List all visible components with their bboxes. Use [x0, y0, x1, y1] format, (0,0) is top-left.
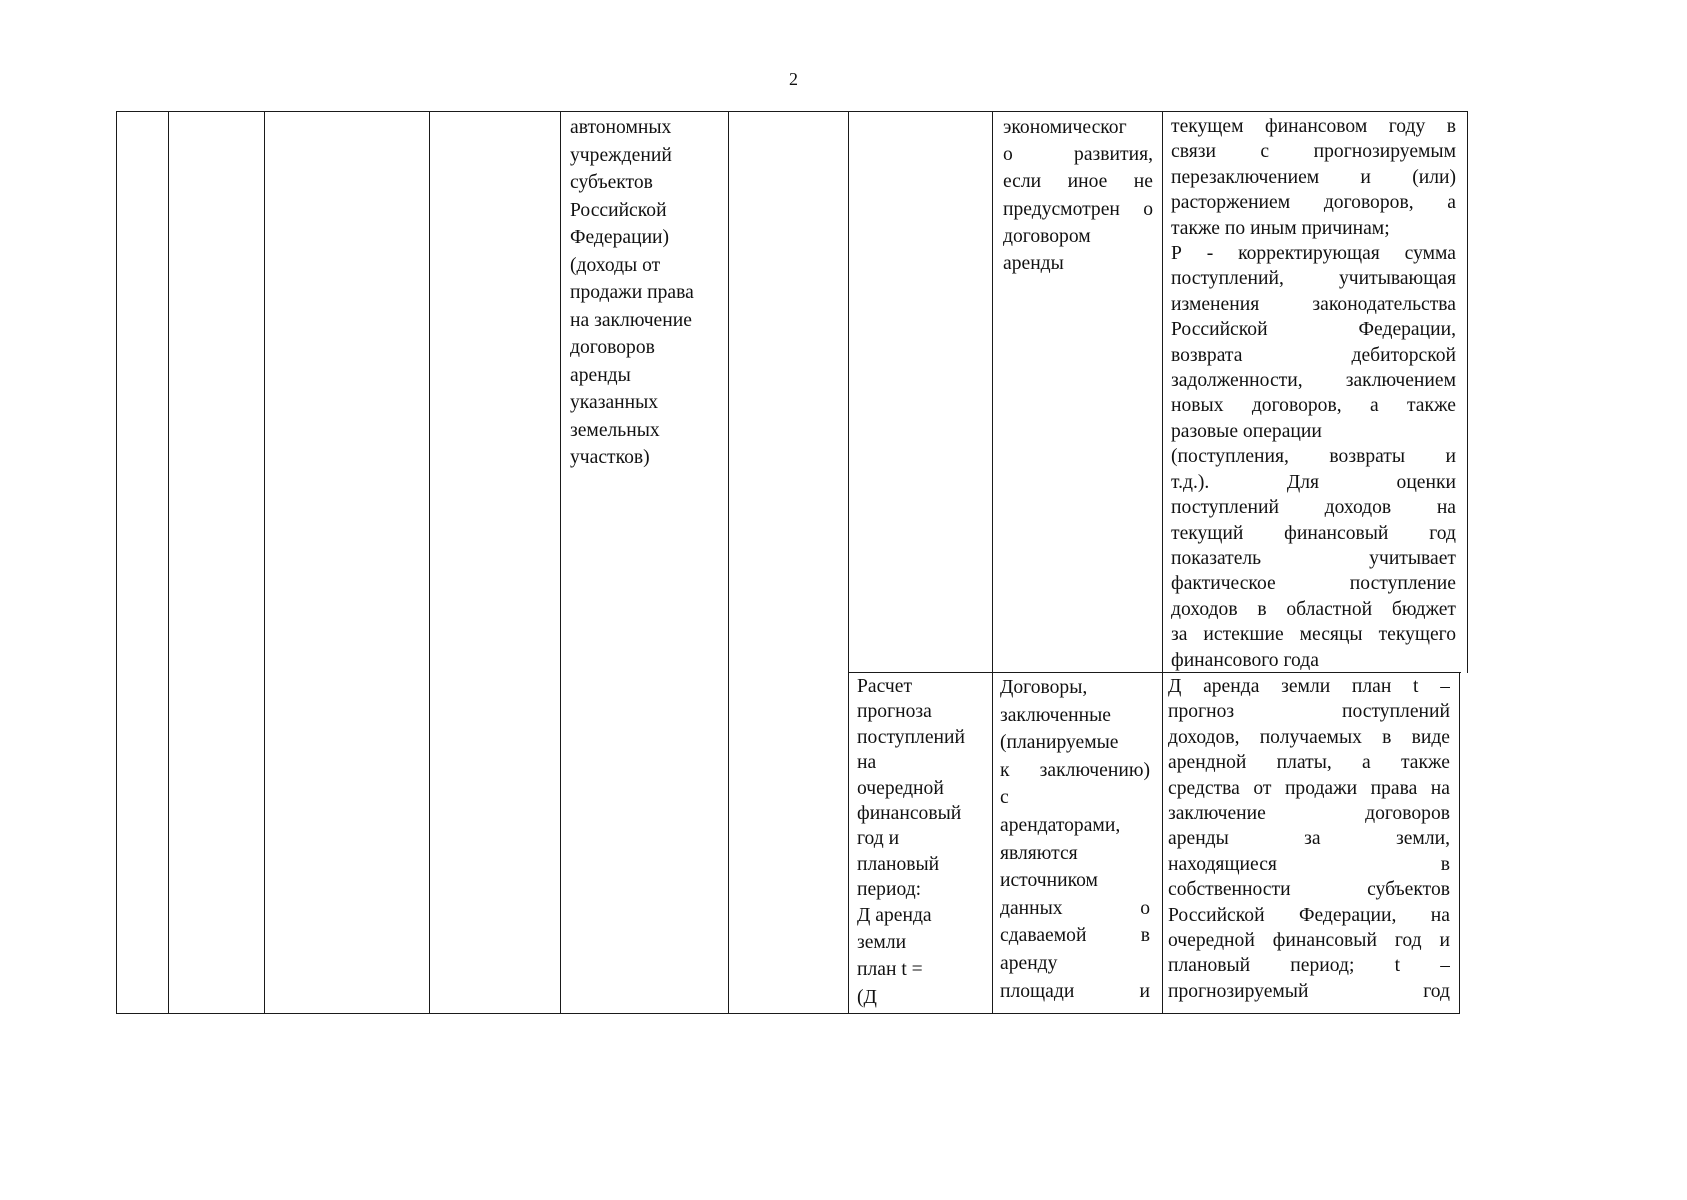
- text-line: договором: [1003, 225, 1091, 247]
- text-line: средства от продажи права на: [1168, 777, 1450, 799]
- text-line: площади и: [1000, 980, 1150, 1002]
- text-line: сдаваемой в: [1000, 925, 1150, 947]
- text-line: предусмотрен о: [1003, 198, 1153, 220]
- text-line: (поступления, возвраты и: [1171, 446, 1456, 468]
- text-line: субъектов: [570, 172, 653, 193]
- col-border-3: [264, 111, 265, 1014]
- col-border-1: [116, 111, 117, 1014]
- table-bottom-border: [116, 1013, 1460, 1014]
- col-border-5: [560, 111, 561, 1014]
- col8-top-cell: [1003, 114, 1153, 277]
- text-line: Договоры,: [1000, 677, 1088, 698]
- text-line: возврата дебиторской: [1171, 344, 1456, 366]
- text-line: учреждений: [570, 144, 672, 166]
- text-line: показатель учитывает: [1171, 547, 1456, 569]
- text-line: Р - корректирующая сумма: [1171, 243, 1456, 265]
- col5-cell: [570, 114, 725, 472]
- text-line: арендаторами,: [1000, 814, 1121, 836]
- text-line: Д аренда земли план t –: [1168, 676, 1450, 697]
- text-line: арендной платы, а также: [1168, 752, 1450, 774]
- text-line: данных о: [1000, 897, 1150, 919]
- col-border-7: [848, 111, 849, 1014]
- text-line: договоров: [570, 337, 655, 358]
- text-line: находящиеся в: [1168, 853, 1450, 875]
- col9-top-cell: [1171, 114, 1456, 673]
- text-line: т.д.). Для оценки: [1171, 471, 1456, 493]
- page-number: 2: [789, 69, 798, 89]
- text-line: разовые операции: [1171, 420, 1322, 442]
- col-border-9: [1162, 111, 1163, 1014]
- col-border-2: [168, 111, 169, 1014]
- text-line: прогноз поступлений: [1168, 701, 1450, 723]
- text-line: указанных: [570, 392, 659, 413]
- text-line: план t =: [857, 959, 923, 981]
- text-line: финансового года: [1171, 649, 1319, 671]
- text-line: поступлений доходов на: [1171, 497, 1456, 519]
- text-line: Российской Федерации, на: [1168, 904, 1450, 926]
- text-line: год и: [857, 828, 900, 850]
- text-line: аренду: [1000, 952, 1058, 974]
- text-line: участков): [570, 447, 650, 468]
- text-line: автономных: [570, 117, 672, 138]
- col-border-4: [429, 111, 430, 1014]
- text-line: являются: [1000, 842, 1078, 864]
- text-line: плановый период; t –: [1168, 955, 1450, 977]
- col-border-10-lower: [1459, 672, 1460, 1014]
- text-line: перезаключением и (или): [1171, 166, 1456, 188]
- text-line: о развития,: [1003, 144, 1153, 166]
- table-top-border: [116, 111, 1468, 112]
- text-line: прогноза: [857, 701, 932, 723]
- col-border-6: [728, 111, 729, 1014]
- text-line: прогнозируемый год: [1168, 980, 1450, 1002]
- text-line: также по иным причинам;: [1171, 217, 1390, 239]
- text-line: земельных: [570, 419, 660, 441]
- text-line: экономическог: [1003, 117, 1127, 138]
- text-line: текущем финансовом году в: [1171, 116, 1456, 137]
- text-line: за истекшие месяцы текущего: [1171, 624, 1456, 646]
- text-line: период:: [857, 879, 922, 901]
- col7-bottom-cell: [857, 674, 989, 1010]
- text-line: Федерации): [570, 227, 670, 248]
- text-line: Российской: [570, 199, 667, 221]
- text-line: Расчет: [857, 676, 913, 697]
- text-line: (доходы от: [570, 254, 661, 276]
- text-line: Д аренда: [857, 904, 932, 926]
- text-line: изменения законодательства: [1171, 293, 1456, 315]
- text-line: доходов, получаемых в виде: [1168, 726, 1450, 748]
- col9-bottom-cell: [1168, 674, 1450, 1004]
- text-line: (Д: [857, 986, 877, 1008]
- text-line: собственности субъектов: [1168, 879, 1450, 901]
- col-border-8: [992, 111, 993, 1014]
- text-line: текущий финансовый год: [1171, 522, 1456, 544]
- text-line: очередной финансовый год и: [1168, 930, 1450, 952]
- text-line: если иное не: [1003, 171, 1153, 193]
- text-line: аренды за земли,: [1168, 828, 1450, 850]
- text-line: с: [1000, 787, 1009, 809]
- text-line: источником: [1000, 870, 1098, 892]
- text-line: заключенные: [1000, 704, 1112, 726]
- text-line: к заключению): [1000, 759, 1150, 781]
- text-line: фактическое поступление: [1171, 573, 1456, 595]
- text-line: аренды: [1003, 253, 1064, 275]
- text-line: поступлений: [857, 726, 965, 748]
- text-line: Российской Федерации,: [1171, 319, 1456, 341]
- text-line: финансовый: [857, 803, 962, 825]
- text-line: новых договоров, а также: [1171, 395, 1456, 417]
- text-line: задолженности, заключением: [1171, 370, 1456, 392]
- col-border-10: [1467, 111, 1468, 673]
- text-line: очередной: [857, 777, 944, 799]
- text-line: продажи права: [570, 282, 694, 303]
- text-line: на заключение: [570, 309, 692, 331]
- text-line: доходов в областной бюджет: [1171, 598, 1456, 620]
- text-line: связи с прогнозируемым: [1171, 141, 1456, 163]
- col8-bottom-cell: [1000, 674, 1150, 1005]
- text-line: земли: [857, 932, 907, 954]
- text-line: заключение договоров: [1168, 803, 1450, 825]
- text-line: на: [857, 752, 877, 774]
- text-line: поступлений, учитывающая: [1171, 268, 1456, 290]
- text-line: расторжением договоров, а: [1171, 192, 1456, 214]
- text-line: аренды: [570, 364, 631, 386]
- text-line: (планируемые: [1000, 732, 1119, 754]
- text-line: плановый: [857, 853, 940, 875]
